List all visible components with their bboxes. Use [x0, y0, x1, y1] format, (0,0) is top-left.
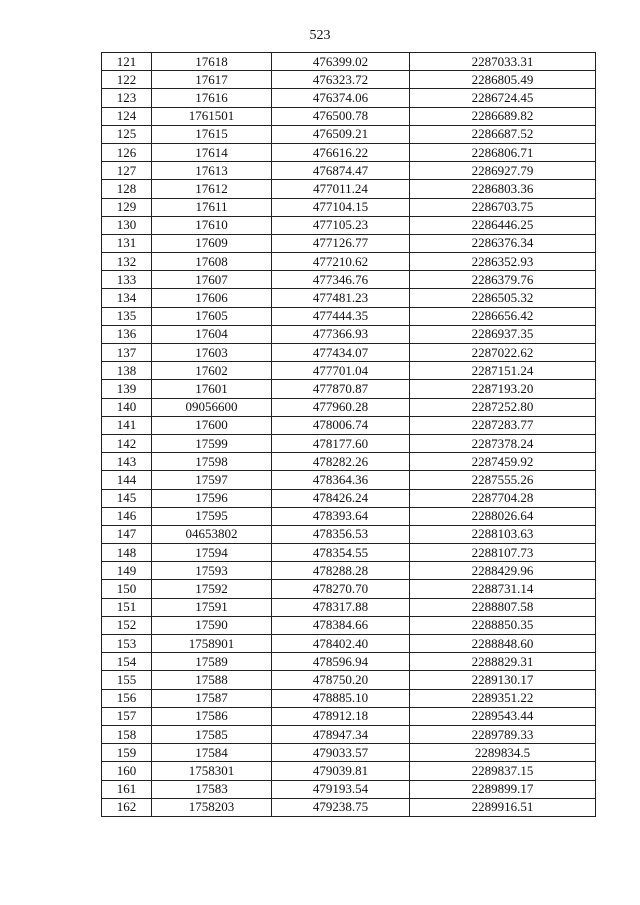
x-coordinate-cell: 477870.87: [272, 380, 410, 398]
table-row: [102, 253, 596, 271]
x-coordinate-cell: 478384.66: [272, 616, 410, 634]
table-row: [102, 325, 596, 343]
point-id-cell: 17616: [152, 89, 272, 107]
x-coordinate-cell: 476323.72: [272, 71, 410, 89]
point-id-cell: 17606: [152, 289, 272, 307]
x-coordinate-cell: 476874.47: [272, 162, 410, 180]
x-coordinate-cell: 478364.36: [272, 471, 410, 489]
point-id-cell: 17584: [152, 744, 272, 762]
point-id-cell: 17613: [152, 162, 272, 180]
x-coordinate-cell: 476500.78: [272, 107, 410, 125]
table-row: [102, 398, 596, 416]
x-coordinate-cell: 477104.15: [272, 198, 410, 216]
x-coordinate-cell: 477701.04: [272, 362, 410, 380]
x-coordinate-cell: 478426.24: [272, 489, 410, 507]
y-coordinate-cell: 2287378.24: [410, 434, 596, 452]
row-index-cell: 155: [102, 671, 152, 689]
row-index-cell: 152: [102, 616, 152, 634]
y-coordinate-cell: 2286803.36: [410, 180, 596, 198]
table-row: [102, 289, 596, 307]
y-coordinate-cell: 2287193.20: [410, 380, 596, 398]
row-index-cell: 124: [102, 107, 152, 125]
y-coordinate-cell: 2286379.76: [410, 271, 596, 289]
table-row: [102, 216, 596, 234]
table-row: [102, 598, 596, 616]
row-index-cell: 150: [102, 580, 152, 598]
point-id-cell: 17586: [152, 707, 272, 725]
table-row: [102, 689, 596, 707]
x-coordinate-cell: 479033.57: [272, 744, 410, 762]
x-coordinate-cell: 478006.74: [272, 416, 410, 434]
table-row: [102, 198, 596, 216]
point-id-cell: 17603: [152, 344, 272, 362]
table-row: [102, 707, 596, 725]
y-coordinate-cell: 2289834.5: [410, 744, 596, 762]
table-row: [102, 307, 596, 325]
point-id-cell: 17607: [152, 271, 272, 289]
y-coordinate-cell: 2288107.73: [410, 544, 596, 562]
table-row: [102, 53, 596, 71]
row-index-cell: 130: [102, 216, 152, 234]
row-index-cell: 156: [102, 689, 152, 707]
y-coordinate-cell: 2289543.44: [410, 707, 596, 725]
point-id-cell: 1758203: [152, 798, 272, 816]
row-index-cell: 126: [102, 143, 152, 161]
row-index-cell: 122: [102, 71, 152, 89]
y-coordinate-cell: 2289837.15: [410, 762, 596, 780]
point-id-cell: 17602: [152, 362, 272, 380]
row-index-cell: 128: [102, 180, 152, 198]
table-row: [102, 507, 596, 525]
table-row: [102, 780, 596, 798]
y-coordinate-cell: 2286505.32: [410, 289, 596, 307]
y-coordinate-cell: 2289916.51: [410, 798, 596, 816]
point-id-cell: 17585: [152, 725, 272, 743]
x-coordinate-cell: 479193.54: [272, 780, 410, 798]
row-index-cell: 154: [102, 653, 152, 671]
row-index-cell: 151: [102, 598, 152, 616]
x-coordinate-cell: 479238.75: [272, 798, 410, 816]
row-index-cell: 153: [102, 635, 152, 653]
row-index-cell: 123: [102, 89, 152, 107]
point-id-cell: 09056600: [152, 398, 272, 416]
y-coordinate-cell: 2288829.31: [410, 653, 596, 671]
y-coordinate-cell: 2286724.45: [410, 89, 596, 107]
row-index-cell: 144: [102, 471, 152, 489]
table-row: [102, 616, 596, 634]
y-coordinate-cell: 2288103.63: [410, 525, 596, 543]
y-coordinate-cell: 2287459.92: [410, 453, 596, 471]
page-number: 523: [309, 28, 331, 43]
table-row: [102, 671, 596, 689]
point-id-cell: 17614: [152, 143, 272, 161]
table-row: [102, 234, 596, 252]
x-coordinate-cell: 478177.60: [272, 434, 410, 452]
row-index-cell: 141: [102, 416, 152, 434]
point-id-cell: 17604: [152, 325, 272, 343]
y-coordinate-cell: 2288429.96: [410, 562, 596, 580]
table-row: [102, 344, 596, 362]
table-row: [102, 143, 596, 161]
row-index-cell: 134: [102, 289, 152, 307]
point-id-cell: 17609: [152, 234, 272, 252]
x-coordinate-cell: 477444.35: [272, 307, 410, 325]
row-index-cell: 146: [102, 507, 152, 525]
point-id-cell: 17610: [152, 216, 272, 234]
point-id-cell: 17587: [152, 689, 272, 707]
row-index-cell: 138: [102, 362, 152, 380]
table-row: [102, 762, 596, 780]
point-id-cell: 17591: [152, 598, 272, 616]
point-id-cell: 17589: [152, 653, 272, 671]
coordinates-table-body: [102, 53, 596, 817]
table-row: [102, 562, 596, 580]
table-row: [102, 744, 596, 762]
y-coordinate-cell: 2287033.31: [410, 53, 596, 71]
x-coordinate-cell: 478912.18: [272, 707, 410, 725]
row-index-cell: 149: [102, 562, 152, 580]
y-coordinate-cell: 2287022.62: [410, 344, 596, 362]
table-row: [102, 162, 596, 180]
point-id-cell: 17592: [152, 580, 272, 598]
y-coordinate-cell: 2286806.71: [410, 143, 596, 161]
point-id-cell: 17583: [152, 780, 272, 798]
y-coordinate-cell: 2288731.14: [410, 580, 596, 598]
row-index-cell: 135: [102, 307, 152, 325]
point-id-cell: 17615: [152, 125, 272, 143]
y-coordinate-cell: 2286689.82: [410, 107, 596, 125]
y-coordinate-cell: 2288026.64: [410, 507, 596, 525]
table-row: [102, 471, 596, 489]
point-id-cell: 1761501: [152, 107, 272, 125]
x-coordinate-cell: 477105.23: [272, 216, 410, 234]
row-index-cell: 148: [102, 544, 152, 562]
table-row: [102, 416, 596, 434]
row-index-cell: 129: [102, 198, 152, 216]
y-coordinate-cell: 2286937.35: [410, 325, 596, 343]
x-coordinate-cell: 478317.88: [272, 598, 410, 616]
point-id-cell: 17598: [152, 453, 272, 471]
y-coordinate-cell: 2286446.25: [410, 216, 596, 234]
point-id-cell: 17595: [152, 507, 272, 525]
table-row: [102, 798, 596, 816]
point-id-cell: 17601: [152, 380, 272, 398]
table-row: [102, 544, 596, 562]
x-coordinate-cell: 477346.76: [272, 271, 410, 289]
table-row: [102, 653, 596, 671]
table-row: [102, 107, 596, 125]
row-index-cell: 133: [102, 271, 152, 289]
x-coordinate-cell: 478947.34: [272, 725, 410, 743]
row-index-cell: 139: [102, 380, 152, 398]
x-coordinate-cell: 476399.02: [272, 53, 410, 71]
y-coordinate-cell: 2286352.93: [410, 253, 596, 271]
x-coordinate-cell: 477126.77: [272, 234, 410, 252]
x-coordinate-cell: 478356.53: [272, 525, 410, 543]
y-coordinate-cell: 2286703.75: [410, 198, 596, 216]
x-coordinate-cell: 477434.07: [272, 344, 410, 362]
row-index-cell: 160: [102, 762, 152, 780]
row-index-cell: 121: [102, 53, 152, 71]
y-coordinate-cell: 2287252.80: [410, 398, 596, 416]
y-coordinate-cell: 2286656.42: [410, 307, 596, 325]
row-index-cell: 158: [102, 725, 152, 743]
y-coordinate-cell: 2289789.33: [410, 725, 596, 743]
row-index-cell: 142: [102, 434, 152, 452]
row-index-cell: 127: [102, 162, 152, 180]
point-id-cell: 17612: [152, 180, 272, 198]
y-coordinate-cell: 2289899.17: [410, 780, 596, 798]
y-coordinate-cell: 2289130.17: [410, 671, 596, 689]
point-id-cell: 1758901: [152, 635, 272, 653]
table-row: [102, 362, 596, 380]
table-row: [102, 489, 596, 507]
point-id-cell: 1758301: [152, 762, 272, 780]
x-coordinate-cell: 478402.40: [272, 635, 410, 653]
y-coordinate-cell: 2286805.49: [410, 71, 596, 89]
table-row: [102, 380, 596, 398]
y-coordinate-cell: 2287283.77: [410, 416, 596, 434]
x-coordinate-cell: 478750.20: [272, 671, 410, 689]
x-coordinate-cell: 478885.10: [272, 689, 410, 707]
y-coordinate-cell: 2287151.24: [410, 362, 596, 380]
x-coordinate-cell: 478288.28: [272, 562, 410, 580]
table-row: [102, 525, 596, 543]
row-index-cell: 137: [102, 344, 152, 362]
point-id-cell: 17617: [152, 71, 272, 89]
x-coordinate-cell: 477960.28: [272, 398, 410, 416]
x-coordinate-cell: 477481.23: [272, 289, 410, 307]
row-index-cell: 162: [102, 798, 152, 816]
table-row: [102, 453, 596, 471]
x-coordinate-cell: 478393.64: [272, 507, 410, 525]
row-index-cell: 145: [102, 489, 152, 507]
table-row: [102, 580, 596, 598]
row-index-cell: 157: [102, 707, 152, 725]
table-row: [102, 89, 596, 107]
row-index-cell: 132: [102, 253, 152, 271]
point-id-cell: 17596: [152, 489, 272, 507]
row-index-cell: 147: [102, 525, 152, 543]
table-row: [102, 71, 596, 89]
y-coordinate-cell: 2286376.34: [410, 234, 596, 252]
y-coordinate-cell: 2287704.28: [410, 489, 596, 507]
point-id-cell: 17588: [152, 671, 272, 689]
x-coordinate-cell: 476509.21: [272, 125, 410, 143]
row-index-cell: 131: [102, 234, 152, 252]
point-id-cell: 17599: [152, 434, 272, 452]
point-id-cell: 17600: [152, 416, 272, 434]
x-coordinate-cell: 478354.55: [272, 544, 410, 562]
row-index-cell: 125: [102, 125, 152, 143]
table-row: [102, 125, 596, 143]
point-id-cell: 17618: [152, 53, 272, 71]
row-index-cell: 136: [102, 325, 152, 343]
x-coordinate-cell: 478282.26: [272, 453, 410, 471]
x-coordinate-cell: 478270.70: [272, 580, 410, 598]
y-coordinate-cell: 2288807.58: [410, 598, 596, 616]
row-index-cell: 140: [102, 398, 152, 416]
table-row: [102, 180, 596, 198]
y-coordinate-cell: 2289351.22: [410, 689, 596, 707]
point-id-cell: 04653802: [152, 525, 272, 543]
row-index-cell: 143: [102, 453, 152, 471]
point-id-cell: 17590: [152, 616, 272, 634]
y-coordinate-cell: 2287555.26: [410, 471, 596, 489]
y-coordinate-cell: 2286687.52: [410, 125, 596, 143]
table-row: [102, 271, 596, 289]
x-coordinate-cell: 476616.22: [272, 143, 410, 161]
table-row: [102, 434, 596, 452]
y-coordinate-cell: 2286927.79: [410, 162, 596, 180]
y-coordinate-cell: 2288848.60: [410, 635, 596, 653]
row-index-cell: 159: [102, 744, 152, 762]
x-coordinate-cell: 477210.62: [272, 253, 410, 271]
point-id-cell: 17605: [152, 307, 272, 325]
x-coordinate-cell: 477366.93: [272, 325, 410, 343]
point-id-cell: 17594: [152, 544, 272, 562]
x-coordinate-cell: 478596.94: [272, 653, 410, 671]
table-row: [102, 635, 596, 653]
table-row: [102, 725, 596, 743]
y-coordinate-cell: 2288850.35: [410, 616, 596, 634]
point-id-cell: 17597: [152, 471, 272, 489]
x-coordinate-cell: 479039.81: [272, 762, 410, 780]
coordinates-table: [101, 52, 596, 817]
point-id-cell: 17611: [152, 198, 272, 216]
point-id-cell: 17608: [152, 253, 272, 271]
row-index-cell: 161: [102, 780, 152, 798]
point-id-cell: 17593: [152, 562, 272, 580]
x-coordinate-cell: 477011.24: [272, 180, 410, 198]
x-coordinate-cell: 476374.06: [272, 89, 410, 107]
